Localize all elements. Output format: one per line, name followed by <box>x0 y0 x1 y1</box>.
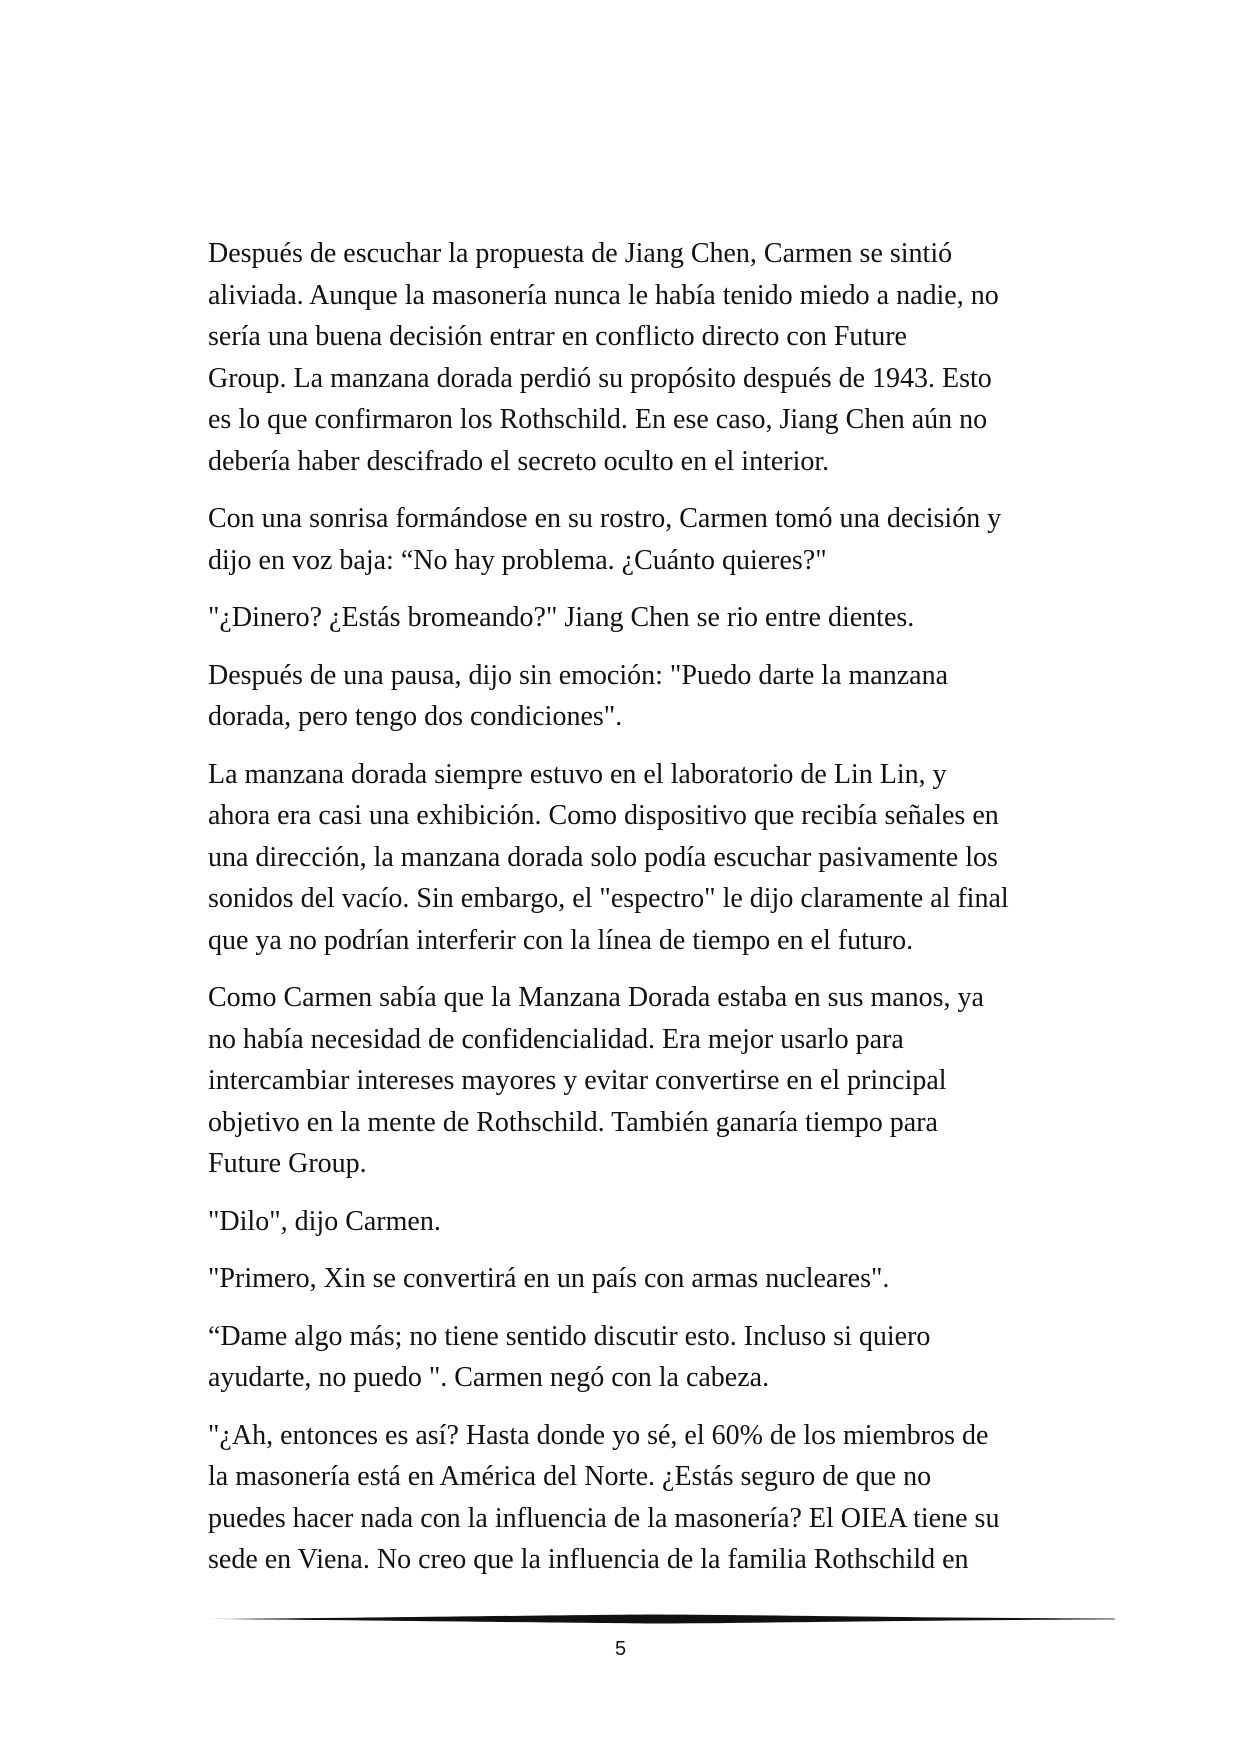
paragraph: Después de escuchar la propuesta de Jiang Chen, Carmen se sintió aliviada. Aunque la masonería nunca le había tenido miedo a nadie, no sería una buena decisión entrar en conflicto directo con Future Group. La manzana dorada perdió su propósito después de 1943. Esto es lo que confirmaron los Rothschild. En ese caso, Jiang Chen aún no debería haber descifrado el secreto oculto en el interior. <box>208 238 999 477</box>
paragraph: La manzana dorada siempre estuvo en el laboratorio de Lin Lin, y ahora era casi una exhibición. Como dispositivo que recibía señales en una dirección, la manzana dorada solo podía escuchar pasivamente los sonidos del vacío. Sin embargo, el "espectro" le dijo claramente al final que ya no podrían interferir con la línea de tiempo en el futuro. <box>208 758 1009 956</box>
paragraph: "Dilo", dijo Carmen. <box>208 1205 441 1237</box>
paragraph: “Dame algo más; no tiene sentido discutir esto. Incluso si quiero ayudarte, no puedo ". Carmen negó con la cabeza. <box>208 1320 931 1393</box>
paragraph: "¿Dinero? ¿Estás bromeando?" Jiang Chen se rio entre dientes. <box>208 602 915 633</box>
paragraph: Como Carmen sabía que la Manzana Dorada estaba en sus manos, ya no había necesidad de confidencialidad. Era mejor usarlo para intercambiar intereses mayores y evitar convertirse en el principal objetivo en la mente de Rothschild. También ganaría tiempo para Future Group. <box>208 982 984 1179</box>
paragraph: Después de una pausa, dijo sin emoción: "Puedo darte la manzana dorada, pero tengo dos condiciones". <box>208 659 948 732</box>
paragraph: Con una sonrisa formándose en su rostro, Carmen tomó una decisión y dijo en voz baja: “No hay problema. ¿Cuánto quieres?" <box>208 503 1002 576</box>
paragraph: "Primero, Xin se convertirá en un país con armas nucleares". <box>208 1263 890 1294</box>
page-number: 5 <box>614 1638 627 1660</box>
paragraph: "¿Ah, entonces es así? Hasta donde yo sé, el 60% de los miembros de la masonería está en América del Norte. ¿Estás seguro de que no puedes hacer nada con la influencia de la masonería? El OIEA tiene su sede en Viena. No creo que la influencia de la familia Rothschild en <box>208 1419 1000 1575</box>
body-text <box>208 233 1078 1597</box>
footer-divider <box>208 1612 1115 1626</box>
